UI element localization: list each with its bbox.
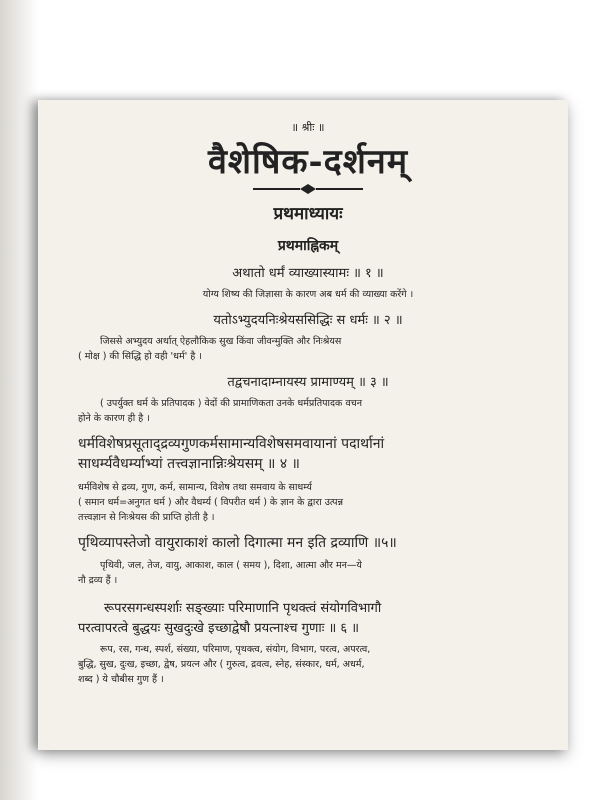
page-gutter-shadow xyxy=(0,0,38,800)
ornament-divider xyxy=(78,181,538,197)
gloss-6-line-3: शब्द ) ये चौबीस गुण हैं । xyxy=(78,674,164,685)
gloss-6-line-1: रूप, रस, गन्ध, स्पर्श, संख्या, परिमाण, पृथक्त्व, संयोग, विभाग, परत्व, अपरत्व, xyxy=(100,644,371,655)
gloss-2-line-1: जिससे अभ्युदय अर्थात् ऐहलौकिक सुख किंवा जीवन्मुक्ति और निःश्रेयस xyxy=(100,336,342,347)
sutra-4-line-2: साधर्म्यवैधर्म्याभ्यां तत्त्वज्ञानान्निःश्रेयसम् ॥ ४ ॥ xyxy=(78,456,300,472)
gloss-2-line-2: ( मोक्ष ) की सिद्धि हो वही 'धर्म' है । xyxy=(78,351,202,362)
gloss-6-line-2: बुद्धि, सुख, दुःख, इच्छा, द्वेष, प्रयत्न और ( गुरुत्व, द्रवत्व, स्नेह, संस्कार, धर्म, अधर्म, xyxy=(78,659,365,670)
gloss-4-line-1: धर्मविशेष से द्रव्य, गुण, कर्म, सामान्य, विशेष तथा समवाय के साधर्म्य xyxy=(78,482,312,493)
page-title: वैशेषिक-दर्शनम् xyxy=(207,142,409,182)
gloss-1: योग्य शिष्य की जिज्ञासा के कारण अब धर्म की व्याख्या करेंगे । xyxy=(202,289,414,300)
sutra-3: तद्वचनादाम्नायस्य प्रामाण्यम् ॥ ३ ॥ xyxy=(227,375,389,390)
gloss-3-line-1: ( उपर्युक्त धर्म के प्रतिपादक ) वेदों की प्रामाणिकता उनके धर्मप्रतिपादक वचन xyxy=(100,398,362,409)
section-heading: प्रथमाह्निकम् xyxy=(277,238,339,254)
chapter-heading: प्रथमाध्यायः xyxy=(273,204,343,224)
invocation: ॥ श्रीः ॥ xyxy=(291,121,325,134)
book-page xyxy=(38,100,568,750)
gloss-4-line-2: ( समान धर्म=अनुगत धर्म ) और वैधर्म्य ( विपरीत धर्म ) के ज्ञान के द्वारा उत्पन्न xyxy=(78,497,343,508)
sutra-4 xyxy=(78,434,538,474)
gloss-4-line-3: तत्त्वज्ञान से निःश्रेयस की प्राप्ति होती है । xyxy=(78,512,215,523)
gloss-3-line-2: होने के कारण ही है । xyxy=(78,413,150,424)
gloss-5-line-2: नौ द्रव्य हैं । xyxy=(78,575,118,586)
sutra-6-line-1: रूपरसगन्धस्पर्शाः सङ्ख्याः परिमाणानि पृथक्त्वं संयोगविभागौ xyxy=(104,601,382,616)
sutra-1: अथातो धर्मं व्याख्यास्यामः ॥ १ ॥ xyxy=(232,266,384,281)
sutra-5: पृथिव्यापस्तेजो वायुराकाशं कालो दिगात्मा मन इति द्रव्याणि ॥५॥ xyxy=(78,535,397,551)
page-content xyxy=(78,118,538,687)
sutra-4-line-1: धर्मविशेषप्रसूताद्द्रव्यगुणकर्मसामान्यविशेषसमवायानां पदार्थानां xyxy=(78,436,385,452)
gloss-5-line-1: पृथिवी, जल, तेज, वायु, आकाश, काल ( समय ), दिशा, आत्मा और मन—ये xyxy=(100,560,362,571)
sutra-2: यतोऽभ्युदयनिःश्रेयससिद्धिः स धर्मः ॥ २ ॥ xyxy=(213,313,403,328)
sutra-6-line-2: परत्वापरत्वे बुद्धयः सुखदुःखे इच्छाद्वेषौ प्रयत्नाश्च गुणाः ॥ ६ ॥ xyxy=(78,621,360,636)
